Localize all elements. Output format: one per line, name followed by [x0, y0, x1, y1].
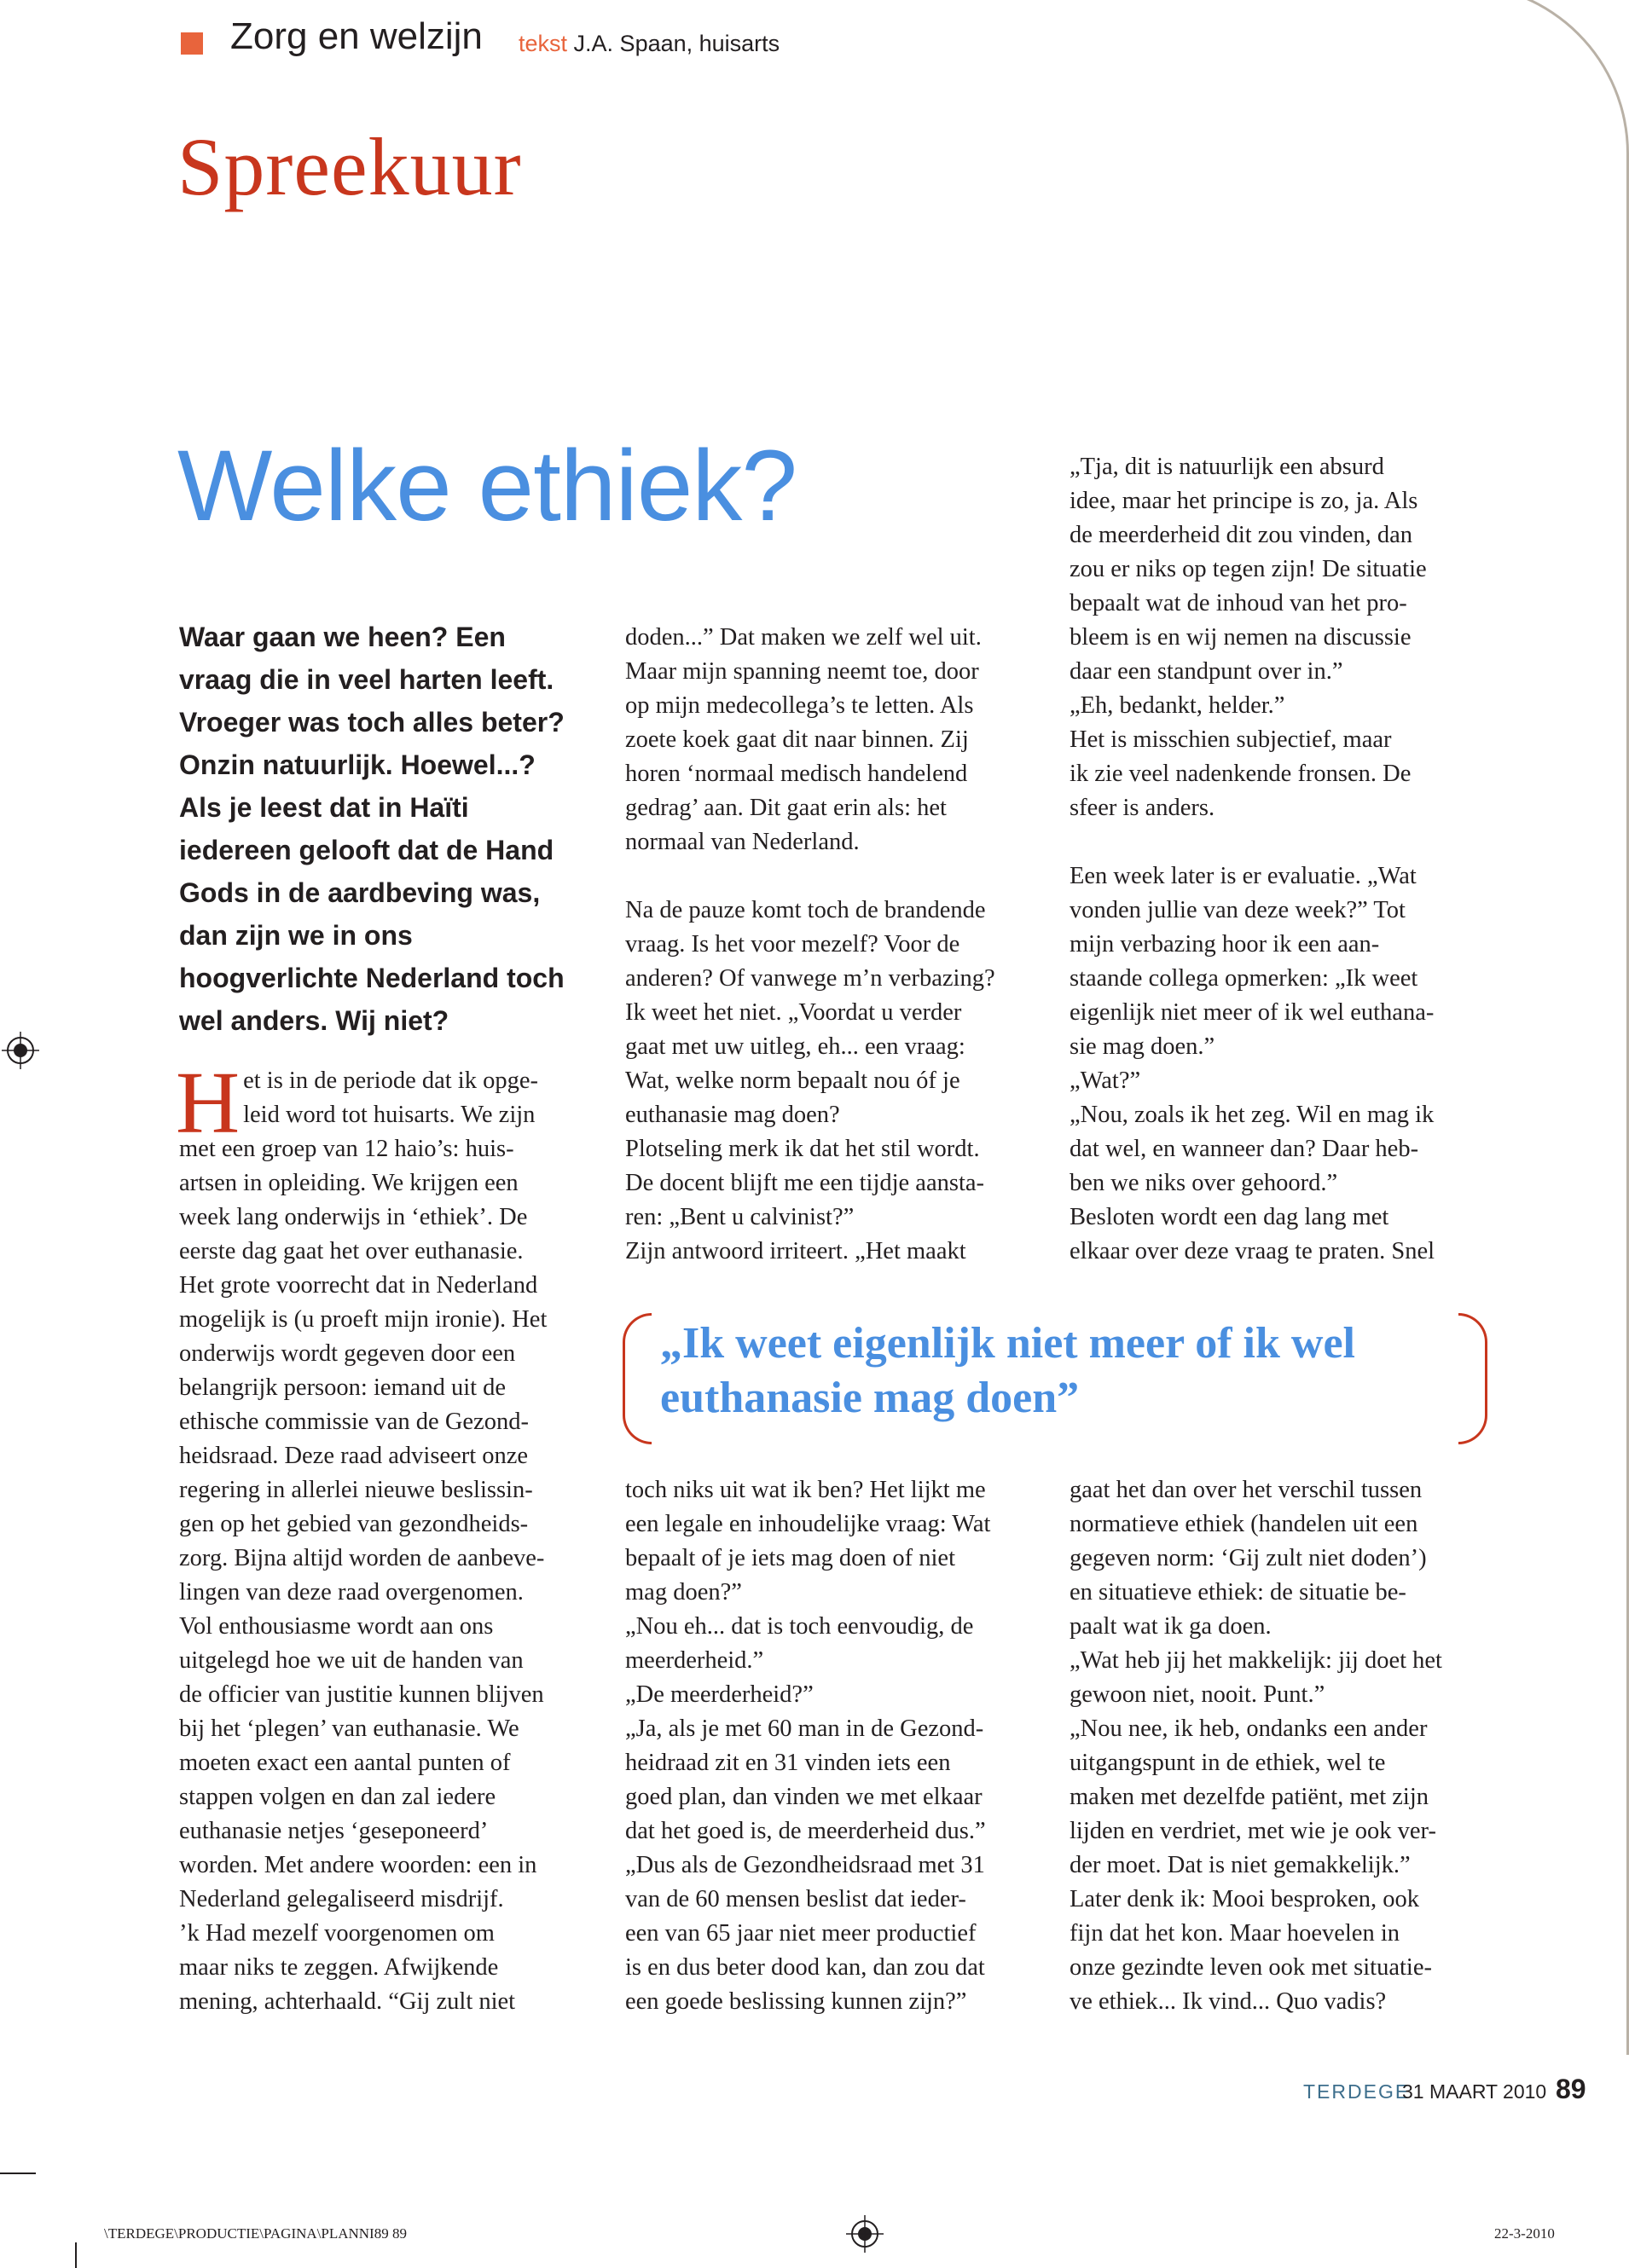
article-intro: Waar gaan we heen? Een vraag die in veel harten leeft. Vroeger was toch alles beter? Onzin natuurlijk. Hoewel...? Als je leest dat in Haïti iedereen gelooft dat de Hand Gods in de aardbeving was, dan zijn we in ons hoogverlichte Nederland toch wel anders. Wij niet?: [179, 622, 565, 1036]
rubric-title: Zorg en welzijn: [230, 15, 483, 57]
column-2-paragraph-3: toch niks uit wat ik ben? Het lijkt me een legale en inhoudelijke vraag: Wat bepaalt of je iets mag doen of niet mag doen?” „Nou eh... dat is toch eenvoudig, de meerderheid.” „De meerderheid?” „Ja, als je met 60 man in de Gezond- heidraad zit en 31 vinden iets een goed plan, dan vinden we met elkaar dat het goed is, de meerderheid dus.” „Dus als de Gezondheidsraad met 31 van de 60 mensen beslist dat ieder- een van 65 jaar niet meer productief is en dus beter dood kan, dan zou dat een goede beslissing kunnen zijn?”: [625, 1477, 991, 2015]
footer-page-number: 89: [1556, 2074, 1586, 2104]
column-2-paragraph-2: Na de pauze komt toch de brandende vraag. Is het voor mezelf? Voor de anderen? Of vanwege m’n verbazing? Ik weet het niet. „Voordat u verder gaat met uw uitleg, eh... een vraag: Wat, welke norm bepaalt nou óf je euthanasie mag doen? Plotseling merk ik dat het stil wordt. De docent blijft me een tijdje aansta- ren: „Bent u calvinist?” Zijn antwoord irriteert. „Het maakt: [625, 897, 995, 1264]
pullquote-bracket-right: [1458, 1313, 1487, 1444]
crop-mark: [75, 2242, 77, 2268]
article-headline: Welke ethiek?: [177, 430, 797, 542]
column-3-bottom: [1070, 1473, 1496, 2019]
column-2-top: [625, 621, 1052, 1269]
column-1: [176, 1054, 606, 2019]
slug-date: 22-3-2010: [1494, 2225, 1555, 2242]
crop-mark: [0, 2173, 36, 2174]
byline-label: tekst: [519, 31, 568, 56]
dropcap: H: [176, 1054, 241, 1152]
pullquote-bracket-left: [623, 1313, 652, 1444]
registration-mark-icon: [2, 1032, 39, 1069]
column-3-top: [1070, 450, 1496, 1269]
registration-mark-icon: [846, 2215, 884, 2253]
column-2-bottom: [625, 1473, 1052, 2019]
column-1-body: et is in de periode dat ik opge- leid word tot huisarts. We zijn met een groep van 12 haio’s: huis- artsen in opleiding. We krijgen een week lang onderwijs in ‘ethiek’. De eerste dag gaat het over euthanasie. Het grote voorrecht dat in Nederland mogelijk is (u proeft mijn ironie). Het onderwijs wordt gegeven door een belangrijk persoon: iemand uit de ethische commissie van de Gezond- heidsraad. Deze raad adviseert onze regering in allerlei nieuwe beslissin- gen op het gebied van gezondheids- zorg. Bijna altijd worden de aanbeve- lingen van deze raad overgenomen. Vol enthousiasme wordt aan ons uitgelegd hoe we uit de handen van de officier van justitie kunnen blijven bij het ‘plegen’ van euthanasie. We moeten exact een aantal punten of stappen volgen en dan zal iedere euthanasie netjes ‘geseponeerd’ worden. Met andere woorden: een in Nederland gelegaliseerd misdrijf. ’k Had mezelf voorgenomen om maar niks te zeggen. Afwijkende mening, achterhaald. “Gij zult niet: [179, 1067, 548, 2015]
byline: [519, 31, 780, 57]
section-title: Spreekuur: [177, 121, 522, 212]
footer-brand: TERDEGE: [1303, 2080, 1411, 2103]
rubric-square-marker: [181, 32, 203, 55]
column-3-paragraph-3: gaat het dan over het verschil tussen normatieve ethiek (handelen uit een gegeven norm: ‘Gij zult niet doden’) en situatieve ethiek: de situatie be- paalt wat ik ga doen. „Wat heb jij het makkelijk: jij doet het gewoon niet, nooit. Punt.” „Nou nee, ik heb, ondanks een ander uitgangspunt in de ethiek, wel te maken met dezelfde patiënt, met zijn lijden en verdriet, met wie je ook ver- der moet. Dat is niet gemakkelijk.” Later denk ik: Mooi besproken, ook fijn dat het kon. Maar hoevelen in onze gezindte leven ook met situatie- ve ethiek... Ik vind... Quo vadis?: [1070, 1477, 1442, 2015]
column-2-paragraph-1: doden...” Dat maken we zelf wel uit. Maar mijn spanning neemt toe, door op mijn medecollega’s te letten. Als zoete koek gaat dit naar binnen. Zij horen ‘normaal medisch handelend gedrag’ aan. Dit gaat erin als: het normaal van Nederland.: [625, 624, 982, 855]
pullquote: „Ik weet eigenlijk niet meer of ik wel euthanasie mag doen”: [660, 1319, 1355, 1422]
column-3-paragraph-2: Een week later is er evaluatie. „Wat vonden jullie van deze week?” Tot mijn verbazing hoor ik een aan- staande collega opmerken: „Ik weet eigenlijk niet meer of ik wel euthana- sie mag doen.” „Wat?” „Nou, zoals ik het zeg. Wil en mag ik dat wel, en wanneer dan? Daar heb- ben we niks over gehoord.” Besloten wordt een dag lang met elkaar over deze vraag te praten. Snel: [1070, 863, 1435, 1264]
slug-path: \TERDEGE\PRODUCTIE\PAGINA\PLANNI89 89: [104, 2225, 407, 2242]
column-1-text: [176, 1054, 606, 2019]
footer-date: 31 MAART 2010: [1402, 2080, 1547, 2103]
byline-author: J.A. Spaan, huisarts: [573, 31, 780, 56]
column-3-paragraph-1: „Tja, dit is natuurlijk een absurd idee, maar het principe is zo, ja. Als de meerderheid dit zou vinden, dan zou er niks op tegen zijn! De situatie bepaalt wat de inhoud van het pro- bleem is en wij nemen na discussie daar een standpunt over in.” „Eh, bedankt, helder.” Het is misschien subjectief, maar ik zie veel nadenkende fronsen. De sfeer is anders.: [1070, 454, 1427, 821]
